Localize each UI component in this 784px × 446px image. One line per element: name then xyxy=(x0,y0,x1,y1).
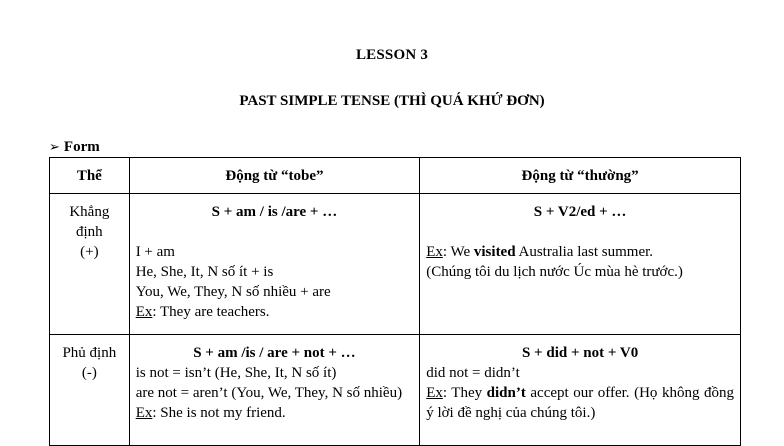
formula-did: did xyxy=(546,345,568,361)
negative-label: Phủ định xyxy=(62,345,117,361)
formula-not: not xyxy=(583,345,605,361)
example-label: Ex xyxy=(426,244,443,260)
negative-label-cell xyxy=(50,335,130,446)
grammar-table xyxy=(49,157,741,446)
example-text-pre: : They xyxy=(442,385,487,401)
affirmative-tobe-line: He, She, It, N số ít + is xyxy=(135,264,274,280)
header-the: Thể xyxy=(50,158,130,194)
negative-tobe-example xyxy=(136,403,414,423)
affirmative-verb-cell xyxy=(420,194,741,335)
form-heading xyxy=(49,139,100,156)
negative-verb-line: did not = didn’t xyxy=(426,365,520,381)
formula-part: S + am /is / are + xyxy=(193,345,304,361)
affirmative-verb-example xyxy=(426,242,734,262)
negative-tobe-line: is not = isn’t (He, She, It, N số ít) xyxy=(135,365,337,381)
negative-verb-formula xyxy=(426,343,734,363)
affirmative-sign: (+) xyxy=(80,244,99,260)
example-text-bold: didn’t xyxy=(486,385,526,401)
affirmative-verb-translation: (Chúng tôi du lịch nước Úc mùa hè trước.) xyxy=(426,264,683,280)
table-row-negative xyxy=(50,335,741,446)
negative-verb-example xyxy=(426,383,734,423)
affirmative-tobe-cell xyxy=(129,194,420,335)
negative-verb-cell xyxy=(420,335,741,446)
header-thuong: Động từ “thường” xyxy=(420,158,741,194)
header-tobe: Động từ “tobe” xyxy=(129,158,420,194)
example-text-pre: : We xyxy=(442,244,474,260)
example-text: : She is not my friend. xyxy=(152,405,286,421)
formula-part: S + xyxy=(521,345,547,361)
negative-tobe-formula xyxy=(136,343,414,363)
affirmative-tobe-formula: S + am / is /are + … xyxy=(211,204,338,220)
form-heading-label: Form xyxy=(63,139,100,155)
example-label: Ex xyxy=(426,385,443,401)
table-header-row xyxy=(50,158,741,194)
affirmative-tobe-line: You, We, They, N số nhiều + are xyxy=(135,284,331,300)
formula-part: + … xyxy=(324,345,356,361)
affirmative-verb-formula: S + V2/ed + … xyxy=(533,204,627,220)
formula-part: + xyxy=(567,345,584,361)
formula-part: + V0 xyxy=(604,345,639,361)
affirmative-label-cell xyxy=(50,194,130,335)
negative-tobe-line: are not = aren’t (You, We, They, N số nhiều) xyxy=(135,385,403,401)
tense-title: PAST SIMPLE TENSE (THÌ QUÁ KHỨ ĐƠN) xyxy=(239,93,545,109)
arrow-bullet-icon: ➢ xyxy=(49,140,60,155)
affirmative-tobe-example xyxy=(136,302,414,322)
example-label: Ex xyxy=(135,405,153,421)
example-text-bold: visited xyxy=(473,244,516,260)
lesson-title: LESSON 3 xyxy=(355,47,429,63)
negative-tobe-cell xyxy=(129,335,420,446)
example-text-post: accept our offer. (Họ không đồng ý lời đề nghị của chúng tôi.) xyxy=(426,385,734,421)
affirmative-label: Khẳng định xyxy=(69,204,110,240)
example-label: Ex xyxy=(135,304,153,320)
example-text-post: Australia last summer. xyxy=(515,244,654,260)
affirmative-tobe-line: I + am xyxy=(135,244,175,260)
negative-sign: (-) xyxy=(81,365,97,381)
table-row-affirmative xyxy=(50,194,741,335)
formula-not: not xyxy=(303,345,325,361)
example-text: : They are teachers. xyxy=(152,304,270,320)
